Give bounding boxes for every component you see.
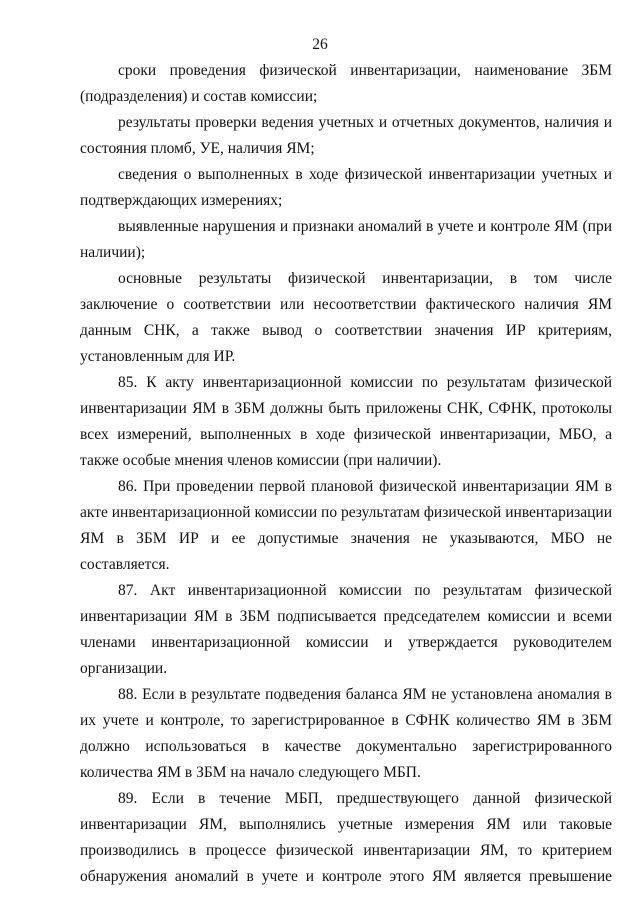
paragraph-86: 86. При проведении первой плановой физической инвентаризации ЯМ в акте инвентаризационной комиссии по результатам физической инвентаризации ЯМ в ЗБМ ИР и ее допустимые значения не указываются, МБО не составляется. [80, 478, 612, 573]
paragraph-records-check: результаты проверки ведения учетных и отчетных документов, наличия и состояния пломб, УЕ, наличия ЯМ; [80, 114, 612, 157]
paragraph-inventory-dates: сроки проведения физической инвентаризации, наименование ЗБМ (подразделения) и состав комиссии; [80, 62, 612, 105]
paragraph-measurements: сведения о выполненных в ходе физической инвентаризации учетных и подтверждающих измерениях; [80, 166, 612, 209]
paragraph-main-results: основные результаты физической инвентаризации, в том числе заключение о соответствии или несоответствии фактического наличия ЯМ данным СНК, а также вывод о соответствии значения ИР критериям, установленным для ИР. [80, 270, 612, 365]
paragraph-87: 87. Акт инвентаризационной комиссии по результатам физической инвентаризации ЯМ в ЗБМ подписывается председателем комиссии и всеми членами инвентаризационной комиссии и утверждается руководителем организации. [80, 582, 612, 677]
document-body [80, 58, 612, 890]
paragraph-89: 89. Если в течение МБП, предшествующего данной физической инвентаризации ЯМ, выполнялись учетные измерения ЯМ или таковые производились в процессе физической инвентаризации ЯМ, то критерием обнаружения аномалий в учете и контроле этого ЯМ является превышение [80, 790, 612, 885]
paragraph-88: 88. Если в результате подведения баланса ЯМ не установлена аномалия в их учете и контроле, то зарегистрированное в СФНК количество ЯМ в ЗБМ должно использоваться в качестве документально зарегистрированного количества ЯМ в ЗБМ на начало следующего МБП. [80, 686, 612, 781]
paragraph-violations: выявленные нарушения и признаки аномалий в учете и контроле ЯМ (при наличии); [80, 218, 612, 261]
page-number: 26 [312, 36, 328, 53]
paragraph-85: 85. К акту инвентаризационной комиссии по результатам физической инвентаризации ЯМ в ЗБМ должны быть приложены СНК, СФНК, протоколы всех измерений, выполненных в ходе физической инвентаризации, МБО, а также особые мнения членов комиссии (при наличии). [80, 374, 612, 469]
